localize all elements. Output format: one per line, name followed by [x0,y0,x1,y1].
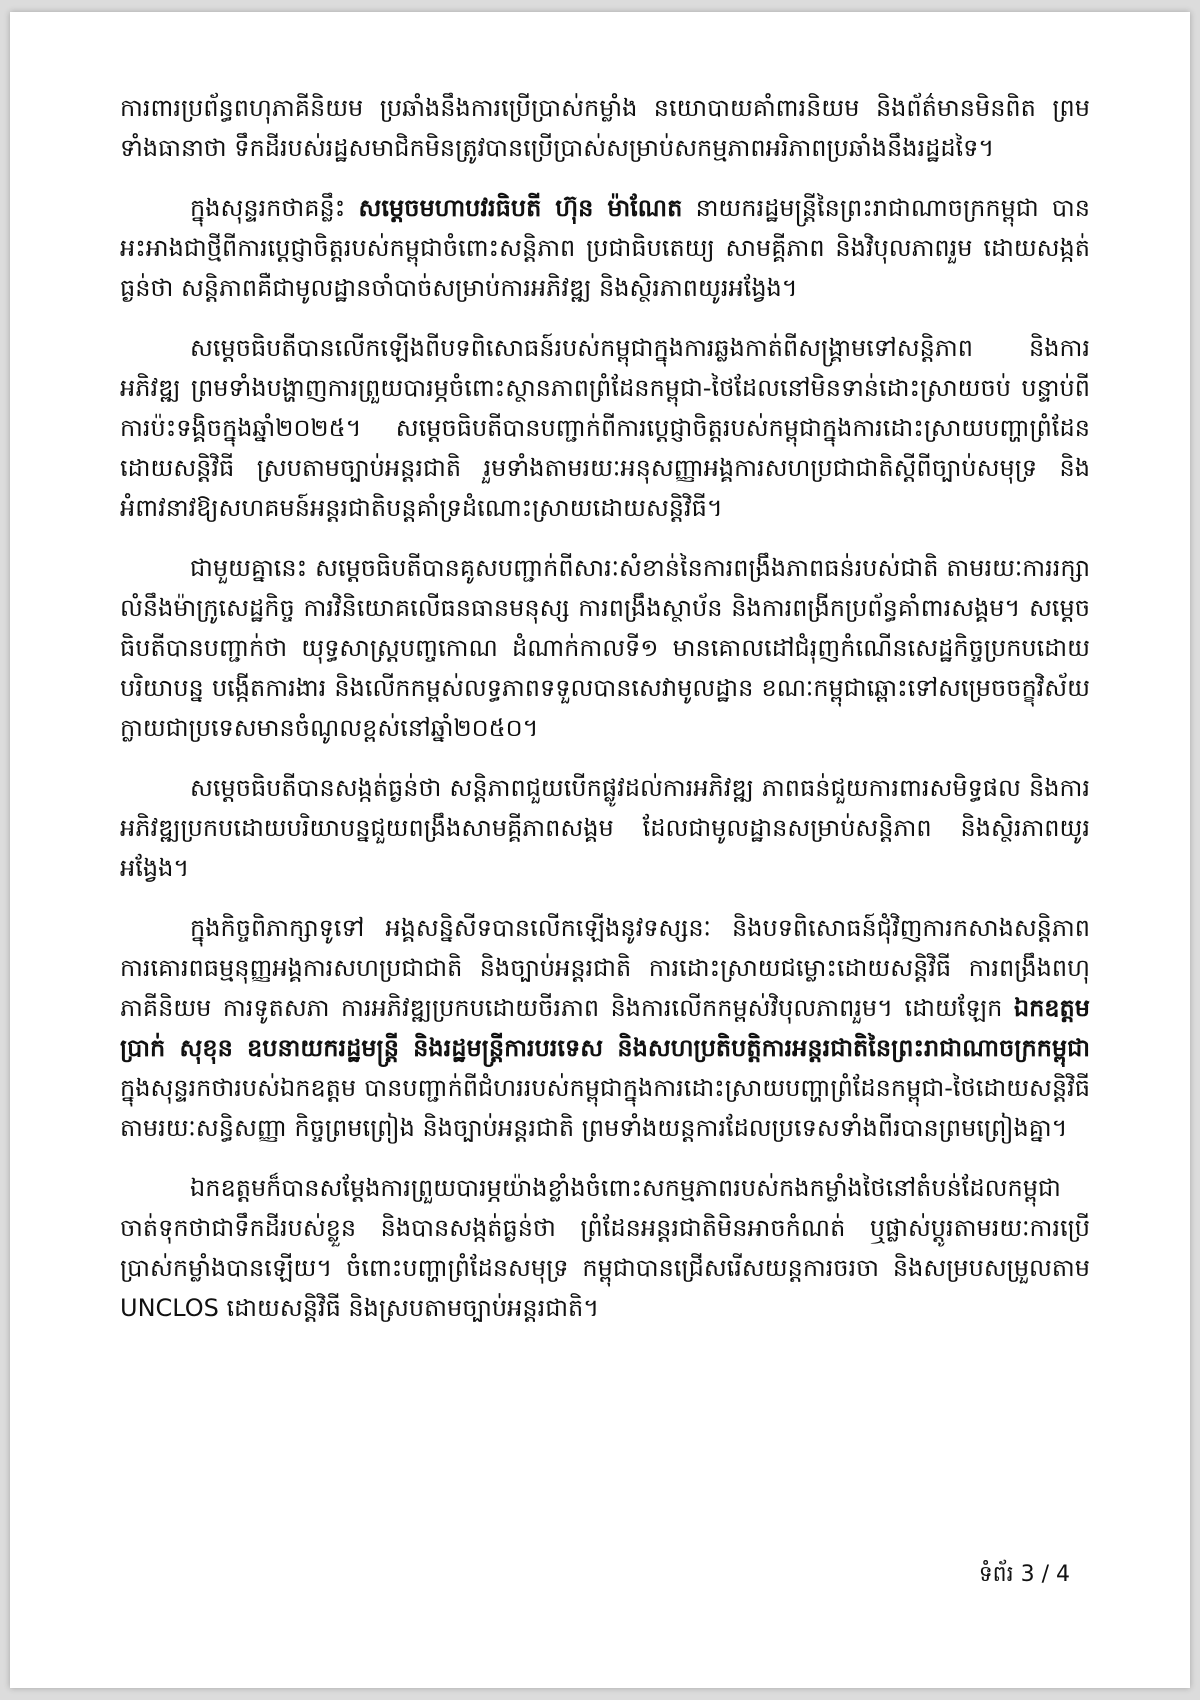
document-page [10,12,1190,1688]
bold-text: សម្តេចមហាបវរធិបតី ហ៊ុន ម៉ាណែត [358,194,683,222]
body-text: ជាមួយគ្នានេះ សម្តេចធិបតីបានគូសបញ្ជាក់ពីសារៈសំខាន់នៃការពង្រឹងភាពធន់របស់ជាតិ តាមរយៈការរក្សាលំនឹងម៉ាក្រូសេដ្ឋកិច្ច ការវិនិយោគលើធនធានមនុស្ស ការពង្រឹងស្ថាប័ន និងការពង្រីកប្រព័ន្ធគាំពារសង្គម។ សម្តេចធិបតីបានបញ្ជាក់ថា យុទ្ធសាស្ត្របញ្ចកោណ ដំណាក់កាលទី១ មានគោលដៅជំរុញកំណើនសេដ្ឋកិច្ចប្រកបដោយបរិយាបន្ន បង្កើតការងារ និងលើកកម្ពស់លទ្ធភាពទទួលបានសេវាមូលដ្ឋាន ខណៈកម្ពុជាឆ្ពោះទៅសម្រេចចក្ខុវិស័យក្លាយជាប្រទេសមានចំណូលខ្ពស់នៅឆ្នាំ២០៥០។ [120,554,1090,742]
body-text: សម្តេចធិបតីបានលើកឡើងពីបទពិសោធន៍របស់កម្ពុជាក្នុងការឆ្លងកាត់ពីសង្គ្រាមទៅសន្តិភាព និងការអភិវឌ្ឍ ព្រមទាំងបង្ហាញការព្រួយបារម្ភចំពោះស្ថានភាពព្រំដែនកម្ពុជា-ថៃដែលនៅមិនទាន់ដោះស្រាយចប់ បន្ទាប់ពីការប៉ះទង្គិចក្នុងឆ្នាំ២០២៥។ សម្តេចធិបតីបានបញ្ជាក់ពីការប្តេជ្ញាចិត្តរបស់កម្ពុជាក្នុងការដោះស្រាយបញ្ហាព្រំដែនដោយសន្តិវិធី ស្របតាមច្បាប់អន្តរជាតិ រួមទាំងតាមរយៈអនុសញ្ញាអង្គការសហប្រជាជាតិស្តីពីច្បាប់សមុទ្រ និងអំពាវនាវឱ្យសហគមន៍អន្តរជាតិបន្តគាំទ្រដំណោះស្រាយដោយសន្តិវិធី។ [120,334,1090,522]
page-number: ទំព័រ 3 / 4 [978,1562,1070,1587]
body-text: ក្នុងសុន្ទរកថាគន្លឹះ [190,194,359,222]
body-text: ឯកឧត្តមក៏បានសម្តែងការព្រួយបារម្ភយ៉ាងខ្លាំងចំពោះសកម្មភាពរបស់កងកម្លាំងថៃនៅតំបន់ដែលកម្ពុជាចាត់ទុកថាជាទឹកដីរបស់ខ្លួន និងបានសង្កត់ធ្ងន់ថា ព្រំដែនអន្តរជាតិមិនអាចកំណត់ ឬផ្លាស់ប្តូរតាមរយៈការប្រើប្រាស់កម្លាំងបានឡើយ។ ចំពោះបញ្ហាព្រំដែនសមុទ្រ កម្ពុជាបានជ្រើសរើសយន្តការចរចា និងសម្របសម្រួលតាម UNCLOS ដោយសន្តិវិធី និងស្របតាមច្បាប់អន្តរជាតិ។ [120,1174,1090,1322]
body-text: សម្តេចធិបតីបានសង្កត់ធ្ងន់ថា សន្តិភាពជួយបើកផ្លូវដល់ការអភិវឌ្ឍ ភាពធន់ជួយការពារសមិទ្ធផល និងការអភិវឌ្ឍប្រកបដោយបរិយាបន្នជួយពង្រឹងសាមគ្គីភាពសង្គម ដែលជាមូលដ្ឋានសម្រាប់សន្តិភាព និងស្ថិរភាពយូរអង្វែង។ [120,774,1090,882]
body-text: ក្នុងកិច្ចពិភាក្សាទូទៅ អង្គសន្និសីទបានលើកឡើងនូវទស្សនៈ និងបទពិសោធន៍ជុំវិញការកសាងសន្តិភាព ការគោរពធម្មនុញ្ញអង្គការសហប្រជាជាតិ និងច្បាប់អន្តរជាតិ ការដោះស្រាយជម្លោះដោយសន្តិវិធី ការពង្រឹងពហុភាគីនិយម ការទូតសភា ការអភិវឌ្ឍប្រកបដោយចីរភាព និងការលើកកម្ពស់វិបុលភាពរួម។ ដោយឡែក [120,914,1090,1022]
bold-text: ឯកឧត្តម ប្រាក់ សុខុន ឧបនាយករដ្ឋមន្ត្រី និងរដ្ឋមន្ត្រីការបរទេស និងសហប្រតិបត្តិការអន្តរជាតិនៃព្រះរាជាណាចក្រកម្ពុជា [120,994,1090,1062]
paragraph [120,768,1090,888]
body-text: ក្នុងសុន្ទរកថារបស់ឯកឧត្តម បានបញ្ជាក់ពីជំហររបស់កម្ពុជាក្នុងការដោះស្រាយបញ្ហាព្រំដែនកម្ពុជា-ថៃដោយសន្តិវិធី តាមរយៈសន្ធិសញ្ញា កិច្ចព្រមព្រៀង និងច្បាប់អន្តរជាតិ ព្រមទាំងយន្តការដែលប្រទេសទាំងពីរបានព្រមព្រៀងគ្នា។ [120,1074,1090,1142]
paragraph [120,548,1090,748]
paragraph [120,328,1090,528]
paragraph [120,88,1090,168]
body-text: នាយករដ្ឋមន្ត្រីនៃព្រះរាជាណាចក្រកម្ពុជា បានអះអាងជាថ្មីពីការប្តេជ្ញាចិត្តរបស់កម្ពុជាចំពោះសន្តិភាព ប្រជាធិបតេយ្យ សាមគ្គីភាព និងវិបុលភាពរួម ដោយសង្កត់ធ្ងន់ថា សន្តិភាពគឺជាមូលដ្ឋានចាំបាច់សម្រាប់ការអភិវឌ្ឍ និងស្ថិរភាពយូរអង្វែង។ [120,194,1091,302]
document-body [120,88,1090,1348]
body-text: ការពារប្រព័ន្ធពហុភាគីនិយម ប្រឆាំងនឹងការប្រើប្រាស់កម្លាំង នយោបាយគាំពារនិយម និងព័ត៌មានមិនពិត ព្រមទាំងធានាថា ទឹកដីរបស់រដ្ឋសមាជិកមិនត្រូវបានប្រើប្រាស់សម្រាប់សកម្មភាពអរិភាពប្រឆាំងនឹងរដ្ឋដទៃ។ [120,94,1090,162]
paragraph [120,1168,1090,1328]
paragraph [120,908,1090,1148]
paragraph [120,188,1090,308]
